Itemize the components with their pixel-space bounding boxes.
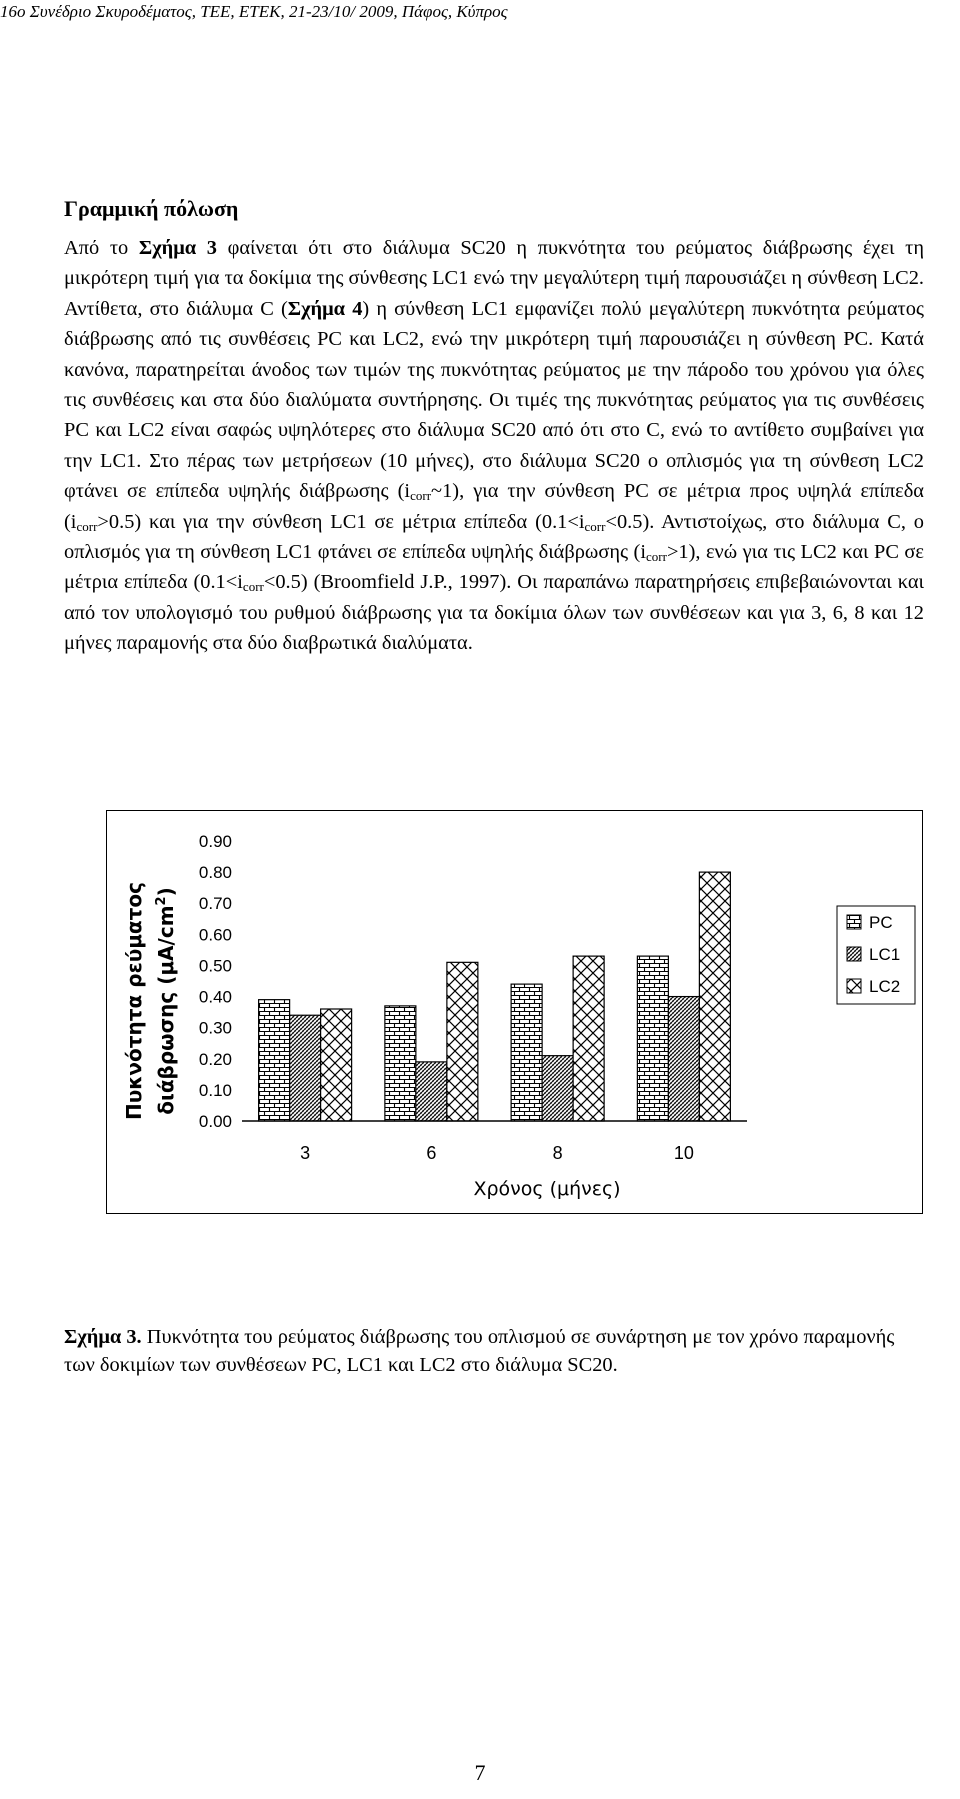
y-axis-label-line1: Πυκνότητα ρεύματος [122, 881, 146, 1121]
figure-caption [64, 1323, 924, 1379]
legend-label-lc2: LC2 [869, 977, 901, 996]
bar-pc-3 [259, 1000, 290, 1121]
caption-label: Σχήμα 3. [64, 1326, 142, 1348]
bar-lc2-8 [573, 956, 604, 1121]
bar-lc2-3 [321, 1009, 352, 1121]
y-tick-label: 0.40 [198, 987, 232, 1007]
figure-reference: Σχήμα 4 [287, 297, 363, 320]
y-tick-label: 0.90 [198, 832, 232, 851]
figure-reference: Σχήμα 3 [138, 237, 217, 259]
bar-pc-8 [511, 984, 542, 1121]
y-tick-label: 0.70 [198, 894, 232, 914]
x-tick-label: 10 [673, 1143, 694, 1163]
bar-lc1-6 [416, 1062, 447, 1121]
bar-lc1-10 [668, 997, 699, 1121]
bar-pc-10 [637, 956, 668, 1121]
bar-lc1-3 [290, 1015, 321, 1121]
x-tick-label: 3 [300, 1143, 311, 1163]
x-tick-label: 6 [426, 1143, 437, 1163]
x-tick-label: 8 [552, 1143, 563, 1163]
corrosion-bar-chart [107, 811, 924, 1215]
bar-lc2-6 [447, 962, 478, 1121]
y-tick-label: 0.20 [198, 1049, 232, 1069]
x-axis-label: Χρόνος (μήνες) [473, 1178, 621, 1200]
legend-label-pc: PC [869, 913, 893, 932]
legend-swatch-lc1 [847, 947, 861, 961]
bar-pc-6 [385, 1006, 416, 1121]
page-number: 7 [474, 1760, 486, 1785]
bar-lc1-8 [542, 1056, 573, 1121]
legend-swatch-pc [847, 915, 861, 929]
bar-lc2-10 [699, 872, 730, 1121]
body-paragraph: Από το Σχήμα 3 φαίνεται ότι στο διάλυμα SC20 η πυκνότητα του ρεύματος διάβρωσης έχει τη μικρότερη τιμή για τα δοκίμια της σύνθεσης LC1 ενώ την μεγαλύτερη τιμή παρουσιάζει η σύνθεση LC2. Αντίθετα, στο διάλυμα C (Σχήμα 4) η σύνθεση LC1 εμφανίζει πολύ μεγαλύτερη πυκνότητα ρεύματος διάβρωσης από τις συνθέσεις PC και LC2, ενώ την μικρότερη τιμή παρουσιάζει η σύνθεση PC. Κατά κανόνα, παρατηρείται άνοδος των τιμών της πυκνότητας ρεύματος με την πάροδο του χρόνου για όλες τις συνθέσεις και στα δύο διαλύματα συντήρησης. Οι τιμές της πυκνότητας ρεύματος για τις συνθέσεις PC και LC2 είναι σαφώς υψηλότερες στο διάλυμα SC20 από ότι στο C, ενώ το αντίθετο συμβαίνει για την LC1. Στο πέρας των μετρήσεων (10 μήνες), στο διάλυμα SC20 ο οπλισμός για τη σύνθεση LC2 φτάνει σε επίπεδα υψηλής διάβρωσης $(i_{corr}\sim 1)$, για την σύνθεση PC σε μέτρια προς υψηλά επίπεδα $(i_{corr}>0.5)$ και για την σύνθεση LC1 σε μέτρια επίπεδα $(0.1<i_{corr}<0.5)$. Αντιστοίχως, στο διάλυμα C, ο οπλισμός για τη σύνθεση LC1 φτάνει σε επίπεδα υψηλής διάβρωσης $(i_{corr}>1)$, ενώ για τις LC2 και PC σε μέτρια επίπεδα $(0.1<i_{corr}<0.5)$ (Broomfield J.P., 1997). Οι παραπάνω παρατηρήσεις επιβεβαιώνονται και από τον υπολογισμό του ρυθμού διάβρωσης για τα δοκίμια όλων των συνθέσεων και για 3, 6, 8 και 12 μήνες παραμονής στα δύο διαβρωτικά διαλύματα. [64, 237, 925, 655]
y-tick-label: 0.50 [198, 956, 232, 976]
y-axis-label [122, 882, 178, 1120]
caption-text: Πυκνότητα του ρεύματος διάβρωσης του οπλισμού σε συνάρτηση με τον χρόνο παραμονής των δοκιμίων των συνθέσεων PC, LC1 και LC2 στο διάλυμα SC20. [64, 1326, 895, 1376]
y-tick-label: 0.60 [198, 925, 232, 945]
y-tick-label: 0.10 [198, 1080, 232, 1100]
running-header: 16ο Συνέδριο Σκυροδέματος, ΤΕΕ, ΕΤΕΚ, 21-23/10/ 2009, Πάφος, Κύπρος [0, 2, 508, 21]
chart-frame [106, 810, 923, 1214]
y-tick-label: 0.80 [198, 863, 232, 883]
legend-swatch-lc2 [847, 979, 861, 993]
y-tick-label: 0.30 [198, 1018, 232, 1038]
legend-label-lc1: LC1 [869, 945, 901, 964]
y-tick-label: 0.00 [198, 1112, 232, 1131]
section-title: Γραμμική πόλωση [64, 196, 239, 221]
y-axis-label-line2: διάβρωσης $(\mu A/cm^2)$ [154, 887, 178, 1115]
